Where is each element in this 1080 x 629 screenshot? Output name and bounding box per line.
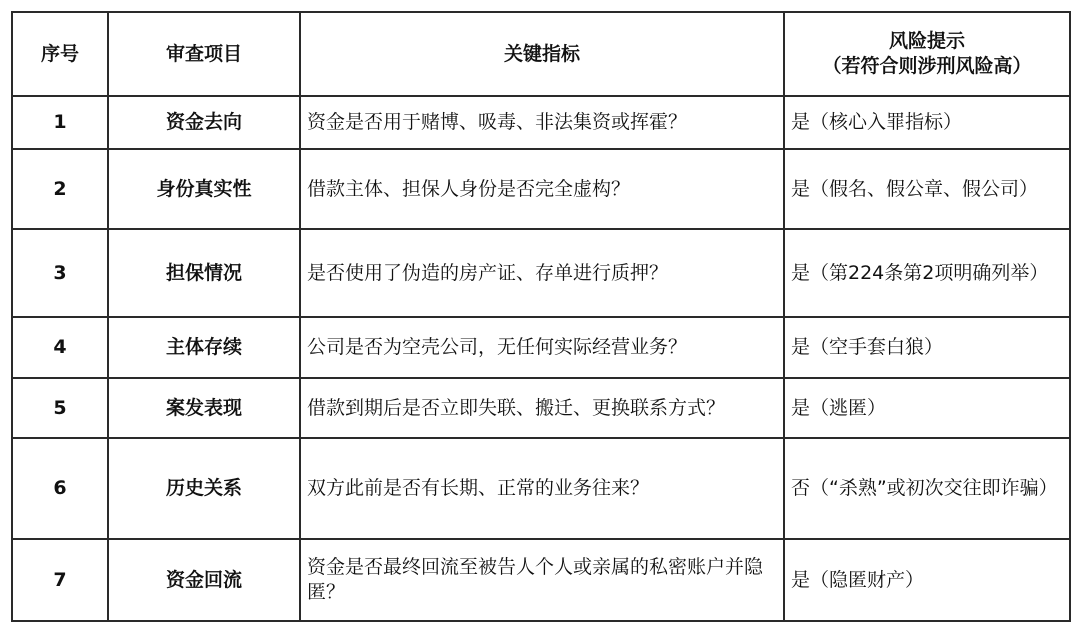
key-indicator: 资金是否用于赌博、吸毒、非法集资或挥霍？ — [300, 96, 784, 149]
row-number: 3 — [12, 229, 108, 317]
table-row — [12, 149, 1070, 229]
table-row — [12, 378, 1070, 438]
table-row — [12, 96, 1070, 149]
risk-hint: 否（“杀熟”或初次交往即诈骗） — [784, 438, 1070, 539]
key-indicator: 公司是否为空壳公司，无任何实际经营业务？ — [300, 317, 784, 378]
table-row — [12, 539, 1070, 621]
table-row — [12, 438, 1070, 539]
review-item: 主体存续 — [108, 317, 300, 378]
key-indicator: 双方此前是否有长期、正常的业务往来？ — [300, 438, 784, 539]
header-risk — [784, 12, 1070, 96]
key-indicator: 借款主体、担保人身份是否完全虚构？ — [300, 149, 784, 229]
header-row — [12, 12, 1070, 96]
row-number: 7 — [12, 539, 108, 621]
review-item: 历史关系 — [108, 438, 300, 539]
review-item: 资金回流 — [108, 539, 300, 621]
key-indicator: 资金是否最终回流至被告人个人或亲属的私密账户并隐匿？ — [300, 539, 784, 621]
row-number: 6 — [12, 438, 108, 539]
risk-hint: 是（隐匿财产） — [784, 539, 1070, 621]
table-row — [12, 229, 1070, 317]
risk-hint: 是（假名、假公章、假公司） — [784, 149, 1070, 229]
row-number: 2 — [12, 149, 108, 229]
header-risk-note: （若符合则涉刑风险高） — [822, 55, 1032, 77]
risk-hint: 是（空手套白狼） — [784, 317, 1070, 378]
header-indicator: 关键指标 — [300, 12, 784, 96]
review-item: 案发表现 — [108, 378, 300, 438]
risk-hint: 是（逃匿） — [784, 378, 1070, 438]
review-table — [11, 11, 1071, 622]
header-item: 审查项目 — [108, 12, 300, 96]
row-number: 4 — [12, 317, 108, 378]
review-item: 资金去向 — [108, 96, 300, 149]
header-risk-title: 风险提示 — [888, 30, 965, 52]
risk-hint: 是（核心入罪指标） — [784, 96, 1070, 149]
key-indicator: 是否使用了伪造的房产证、存单进行质押？ — [300, 229, 784, 317]
key-indicator: 借款到期后是否立即失联、搬迁、更换联系方式？ — [300, 378, 784, 438]
table-row — [12, 317, 1070, 378]
review-item: 担保情况 — [108, 229, 300, 317]
row-number: 1 — [12, 96, 108, 149]
header-no: 序号 — [12, 12, 108, 96]
row-number: 5 — [12, 378, 108, 438]
review-item: 身份真实性 — [108, 149, 300, 229]
risk-hint: 是（第224条第2项明确列举） — [784, 229, 1070, 317]
